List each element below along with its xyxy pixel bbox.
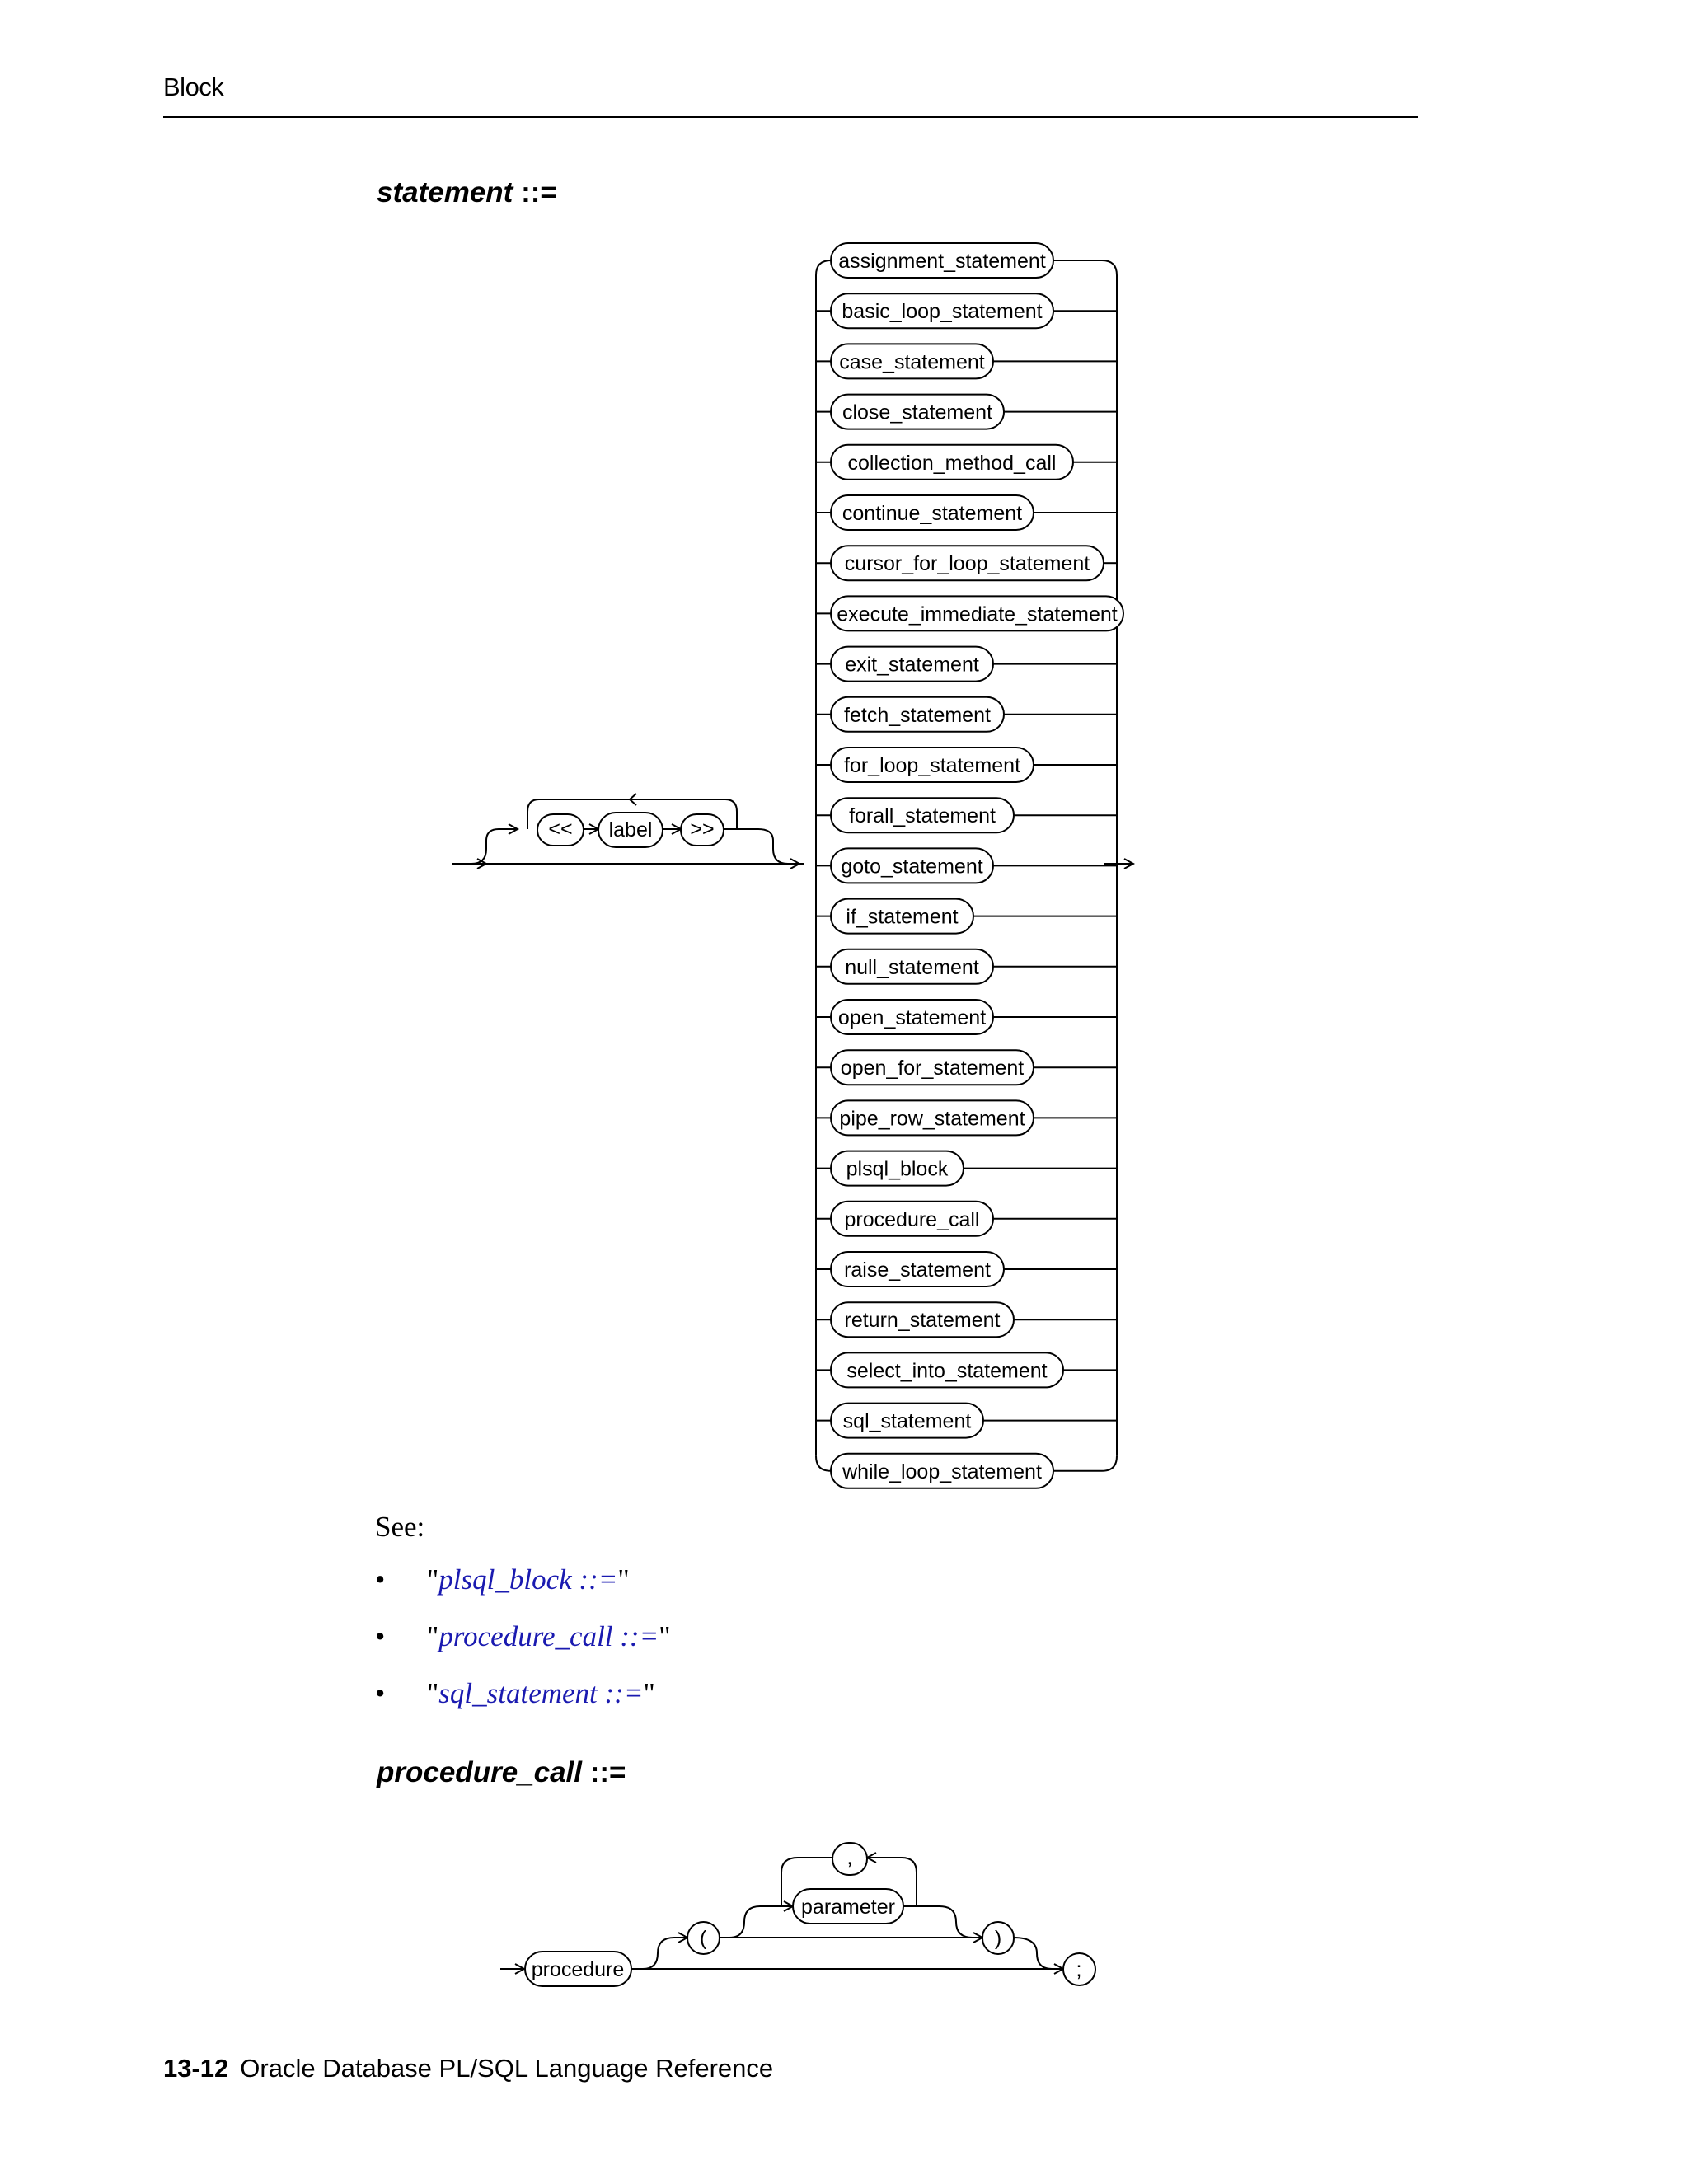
parameter-text: parameter [801,1896,895,1919]
bullet: • [375,1677,386,1709]
close-paren-text: ) [994,1927,1002,1950]
bullet: • [375,1620,386,1652]
quote-open: " [427,1563,439,1596]
alternative-label: collection_method_call [847,451,1057,475]
alternative-label: cursor_for_loop_statement [844,552,1090,576]
quote-open: " [427,1677,439,1709]
procedure-call-rule-name: procedure_call [377,1756,582,1788]
comma-text: , [846,1846,853,1869]
alternative-label: case_statement [839,350,985,374]
alternative-label: close_statement [842,401,993,424]
alternative-label: pipe_row_statement [839,1107,1025,1131]
semicolon-text: ; [1076,1958,1082,1981]
alternative-label: goto_statement [841,855,983,879]
alternative-label: for_loop_statement [843,754,1021,777]
paren-branch-out [1014,1938,1052,1969]
quote-close: " [659,1620,671,1652]
book-title: Oracle Database PL/SQL Language Reference [240,2054,774,2083]
alternative-label: continue_statement [842,502,1023,525]
alternative-label: select_into_statement [846,1359,1048,1383]
alternative-label: execute_immediate_statement [837,602,1118,626]
alternative-label: open_for_statement [840,1057,1025,1080]
open-paren-text: ( [699,1927,707,1950]
procedure-call-rule-operator: ::= [589,1756,626,1788]
alternative-label: fetch_statement [844,703,991,727]
statement-rule-name: statement [377,176,513,209]
quote-close: " [617,1563,630,1596]
quote-close: " [643,1677,655,1709]
quote-open: " [427,1620,439,1652]
procedure-text: procedure [531,1958,625,1981]
link-plsql-block[interactable]: plsql_block ::= [438,1563,618,1596]
bullet: • [375,1563,386,1596]
alternative-label: plsql_block [846,1157,949,1181]
alternative-label: assignment_statement [838,250,1046,273]
alternative-label: open_statement [837,1006,987,1029]
alternative-label: if_statement [846,905,959,929]
paren-branch-in [643,1938,687,1969]
param-branch-in [729,1906,793,1938]
link-procedure-call[interactable]: procedure_call ::= [438,1620,659,1652]
running-head: Block [163,73,224,101]
alternative-label: procedure_call [844,1207,980,1231]
alternative-label: while_loop_statement [842,1460,1042,1483]
alternative-label: return_statement [844,1309,1001,1333]
link-sql-statement[interactable]: sql_statement ::= [438,1677,644,1709]
page-footer [163,2054,773,2083]
label-text: label [608,818,653,841]
alternative-label: raise_statement [844,1258,991,1282]
alternative-label: forall_statement [849,804,996,828]
param-branch-out [903,1906,973,1938]
see-label: See: [375,1511,425,1543]
page-number: 13-12 [163,2054,229,2083]
alternative-label: exit_statement [845,653,979,677]
label-open-text: << [548,818,573,841]
label-close-text: >> [690,818,715,841]
alternative-label: sql_statement [842,1409,972,1433]
statement-rule-operator: ::= [521,176,557,209]
alternative-label: null_statement [845,955,979,979]
alternative-label: basic_loop_statement [842,300,1043,324]
